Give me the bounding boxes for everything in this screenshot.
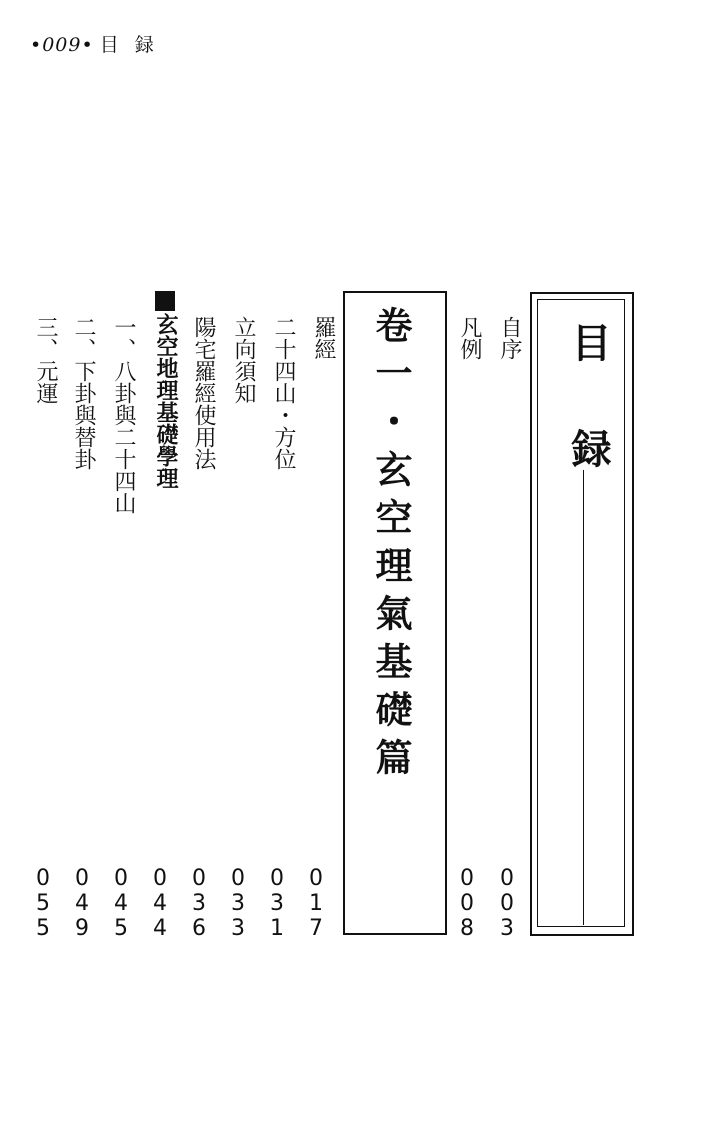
volume-title: 卷一・玄空理氣基礎篇: [369, 306, 413, 786]
toc-page-compass: 0 1 7: [309, 866, 323, 941]
toc-page-facing-notes: 0 3 3: [231, 866, 245, 941]
toc-entry-conventions: 凡例: [457, 316, 482, 360]
header-title: 目録: [99, 34, 170, 56]
toc-entry-preface: 自序: [497, 316, 522, 360]
running-header: [30, 30, 170, 57]
toc-entry-facing-notes: 立向須知: [231, 316, 256, 404]
toc-page-section-heading: 0 4 4: [153, 866, 167, 941]
toc-page-bagua: 0 4 5: [114, 866, 128, 941]
toc-entry-bagua: 一、八卦與二十四山: [111, 316, 136, 514]
toc-entry-yuanyun: 三、元運: [33, 316, 58, 404]
toc-entry-twenty-four-mountains: 二十四山・方位: [271, 316, 296, 470]
toc-page-house-compass-usage: 0 3 6: [192, 866, 206, 941]
toc-page-xiagua-tigua: 0 4 9: [75, 866, 89, 941]
toc-section-heading: [150, 291, 181, 489]
toc-section-label: 玄空地理基礎學理: [153, 313, 178, 489]
toc-page-conventions: 0 0 8: [460, 866, 474, 941]
toc-entry-xiagua-tigua: 二、下卦與替卦: [71, 316, 96, 470]
title-frame-rule: [583, 470, 584, 925]
page-number: •009•: [30, 34, 94, 56]
square-bullet-icon: [155, 291, 175, 311]
toc-page-twenty-four-mountains: 0 3 1: [270, 866, 284, 941]
contents-title: 目録: [565, 322, 611, 534]
toc-page-yuanyun: 0 5 5: [36, 866, 50, 941]
toc-entry-house-compass-usage: 陽宅羅經使用法: [191, 316, 216, 470]
toc-page-preface: 0 0 3: [500, 866, 514, 941]
toc-entry-compass: 羅經: [311, 316, 336, 360]
